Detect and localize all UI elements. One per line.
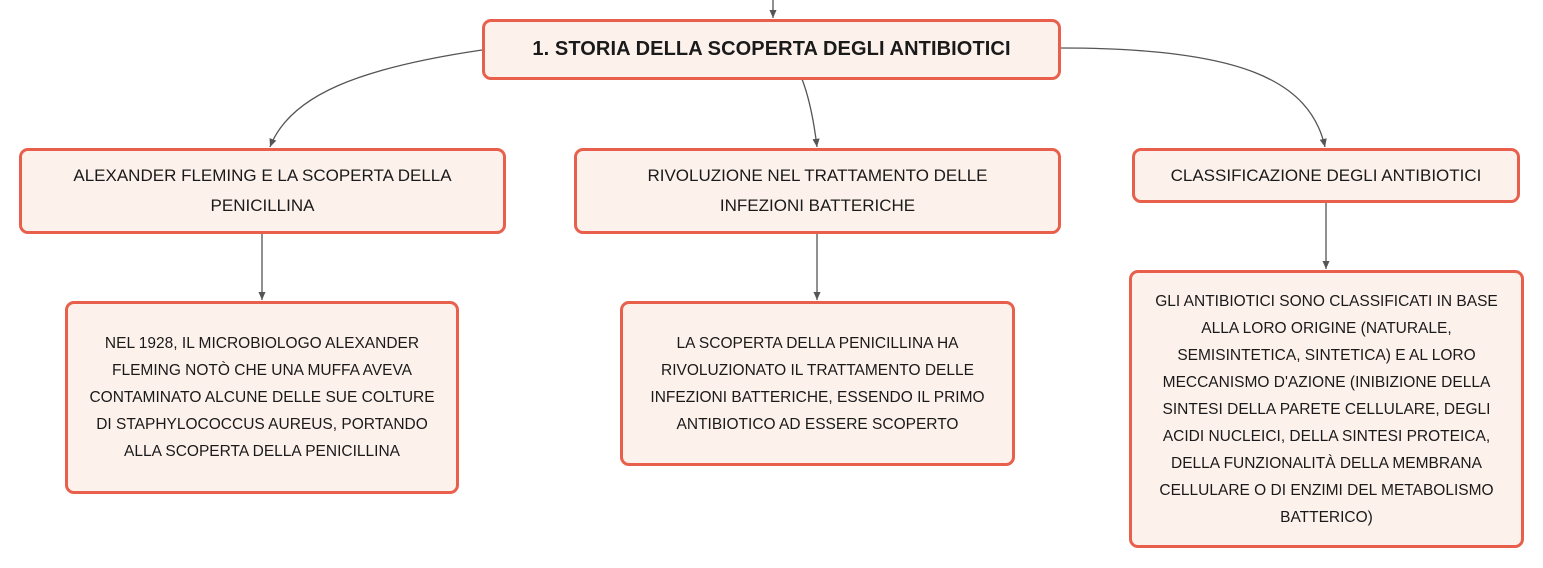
detail-node-rivoluzione[interactable]: [620, 301, 1015, 466]
detail-text-rivoluzione: LA SCOPERTA DELLA PENICILLINA HA RIVOLUZIONATO IL TRATTAMENTO DELLE INFEZIONI BATTERICHE, ESSENDO IL PRIMO ANTIBIOTICO AD ESSERE SCOPERTO: [650, 334, 985, 433]
detail-node-classificazione[interactable]: [1129, 270, 1524, 548]
detail-node-fleming[interactable]: [65, 301, 459, 494]
topic-label-classificazione: CLASSIFICAZIONE DEGLI ANTIBIOTICI: [1170, 165, 1482, 185]
topic-node-classificazione[interactable]: [1132, 148, 1520, 203]
topic-label-fleming: ALEXANDER FLEMING E LA SCOPERTA DELLA PENICILLINA: [73, 166, 452, 215]
root-topic-label: 1. STORIA DELLA SCOPERTA DEGLI ANTIBIOTICI: [532, 38, 1011, 60]
topic-node-fleming[interactable]: [19, 148, 506, 234]
connector-root-to-classificazione: [1061, 48, 1325, 147]
detail-text-fleming: NEL 1928, IL MICROBIOLOGO ALEXANDER FLEMING NOTÒ CHE UNA MUFFA AVEVA CONTAMINATO ALCUNE DELLE SUE COLTURE DI STAPHYLOCOCCUS AUREUS, PORTANDO ALLA SCOPERTA DELLA PENICILLINA: [89, 335, 435, 460]
topic-label-rivoluzione: RIVOLUZIONE NEL TRATTAMENTO DELLE INFEZIONI BATTERICHE: [647, 166, 988, 215]
detail-text-classificazione: GLI ANTIBIOTICI SONO CLASSIFICATI IN BASE ALLA LORO ORIGINE (NATURALE, SEMISINTETICA, SINTETICA) E AL LORO MECCANISMO D'AZIONE (INIBIZIONE DELLA SINTESI DELLA PARETE CELLULARE, DEGLI ACIDI NUCLEICI, DELLA SINTESI PROTEICA, DELLA FUNZIONALITÀ DELLA MEMBRANA CELLULARE O DI ENZIMI DEL METABOLISMO BATTERICO): [1155, 292, 1498, 526]
connector-root-to-rivoluzione: [802, 79, 817, 147]
topic-node-rivoluzione[interactable]: [574, 148, 1061, 234]
root-topic-node[interactable]: [482, 19, 1061, 80]
connector-root-to-fleming: [270, 50, 482, 147]
